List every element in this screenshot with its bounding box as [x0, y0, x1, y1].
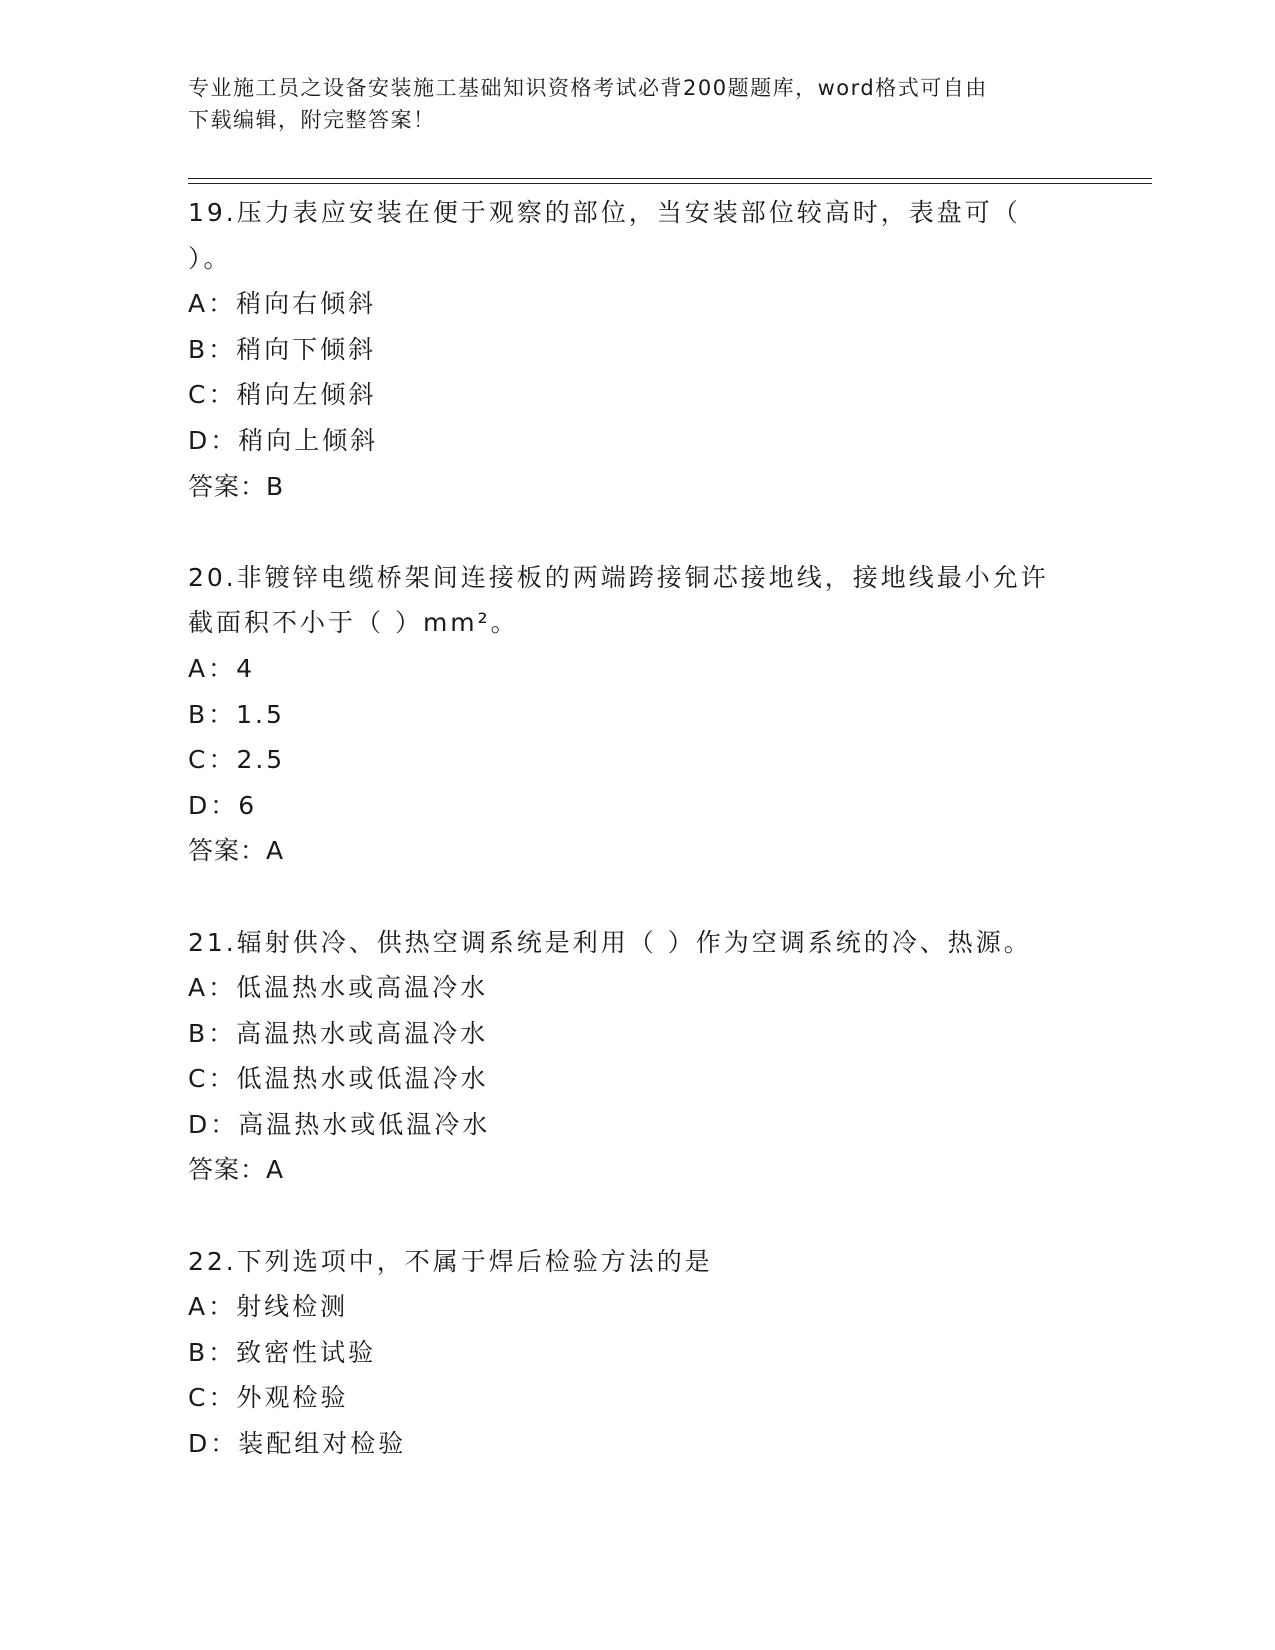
question-spacer: [188, 874, 1088, 920]
question-spacer: [188, 509, 1088, 555]
header-line-1: 专业施工员之设备安装施工基础知识资格考试必背200题题库，word格式可自由: [188, 76, 988, 100]
option-a: A：低温热水或高温冷水: [188, 973, 489, 1003]
option-a: A：射线检测: [188, 1292, 349, 1322]
question-21: [188, 920, 1088, 1194]
question-22: [188, 1239, 1088, 1467]
header-divider-top: [188, 178, 1152, 179]
header-line-2: 下载编辑，附完整答案！: [188, 108, 436, 132]
option-b: B：高温热水或高温冷水: [188, 1018, 489, 1048]
option-c: C：2.5: [188, 745, 286, 775]
document-header: [188, 72, 1088, 136]
option-d: D：装配组对检验: [188, 1429, 407, 1459]
question-spacer: [188, 1193, 1088, 1239]
answer: 答案：A: [188, 1155, 285, 1185]
option-d: D：高温热水或低温冷水: [188, 1109, 491, 1139]
option-c: C：稍向左倾斜: [188, 380, 377, 410]
option-b: B：致密性试验: [188, 1337, 377, 1367]
option-c: C：外观检验: [188, 1383, 349, 1413]
question-list: [188, 190, 1088, 1467]
question-text-line-1: 21.辐射供冷、供热空调系统是利用（ ）作为空调系统的冷、热源。: [188, 927, 1032, 957]
option-d: D：稍向上倾斜: [188, 425, 379, 455]
question-19: [188, 190, 1088, 509]
question-text-line-1: 19.压力表应安装在便于观察的部位，当安装部位较高时，表盘可（: [188, 198, 1021, 227]
option-c: C：低温热水或低温冷水: [188, 1064, 489, 1094]
question-text-line-1: 22.下列选项中，不属于焊后检验方法的是: [188, 1246, 713, 1276]
question-text-line-2: ）。: [188, 243, 232, 273]
header-divider-bottom: [188, 183, 1152, 184]
option-b: B：稍向下倾斜: [188, 334, 377, 364]
question-text-line-2: 截面积不小于（ ）mm²。: [188, 608, 519, 638]
option-d: D：6: [188, 790, 258, 820]
option-a: A：稍向右倾斜: [188, 289, 377, 319]
option-b: B：1.5: [188, 699, 285, 729]
option-a: A：4: [188, 653, 256, 683]
answer: 答案：B: [188, 471, 285, 501]
question-text-line-1: 20.非镀锌电缆桥架间连接板的两端跨接铜芯接地线，接地线最小允许: [188, 562, 1049, 592]
answer: 答案：A: [188, 836, 285, 866]
question-20: [188, 555, 1088, 874]
